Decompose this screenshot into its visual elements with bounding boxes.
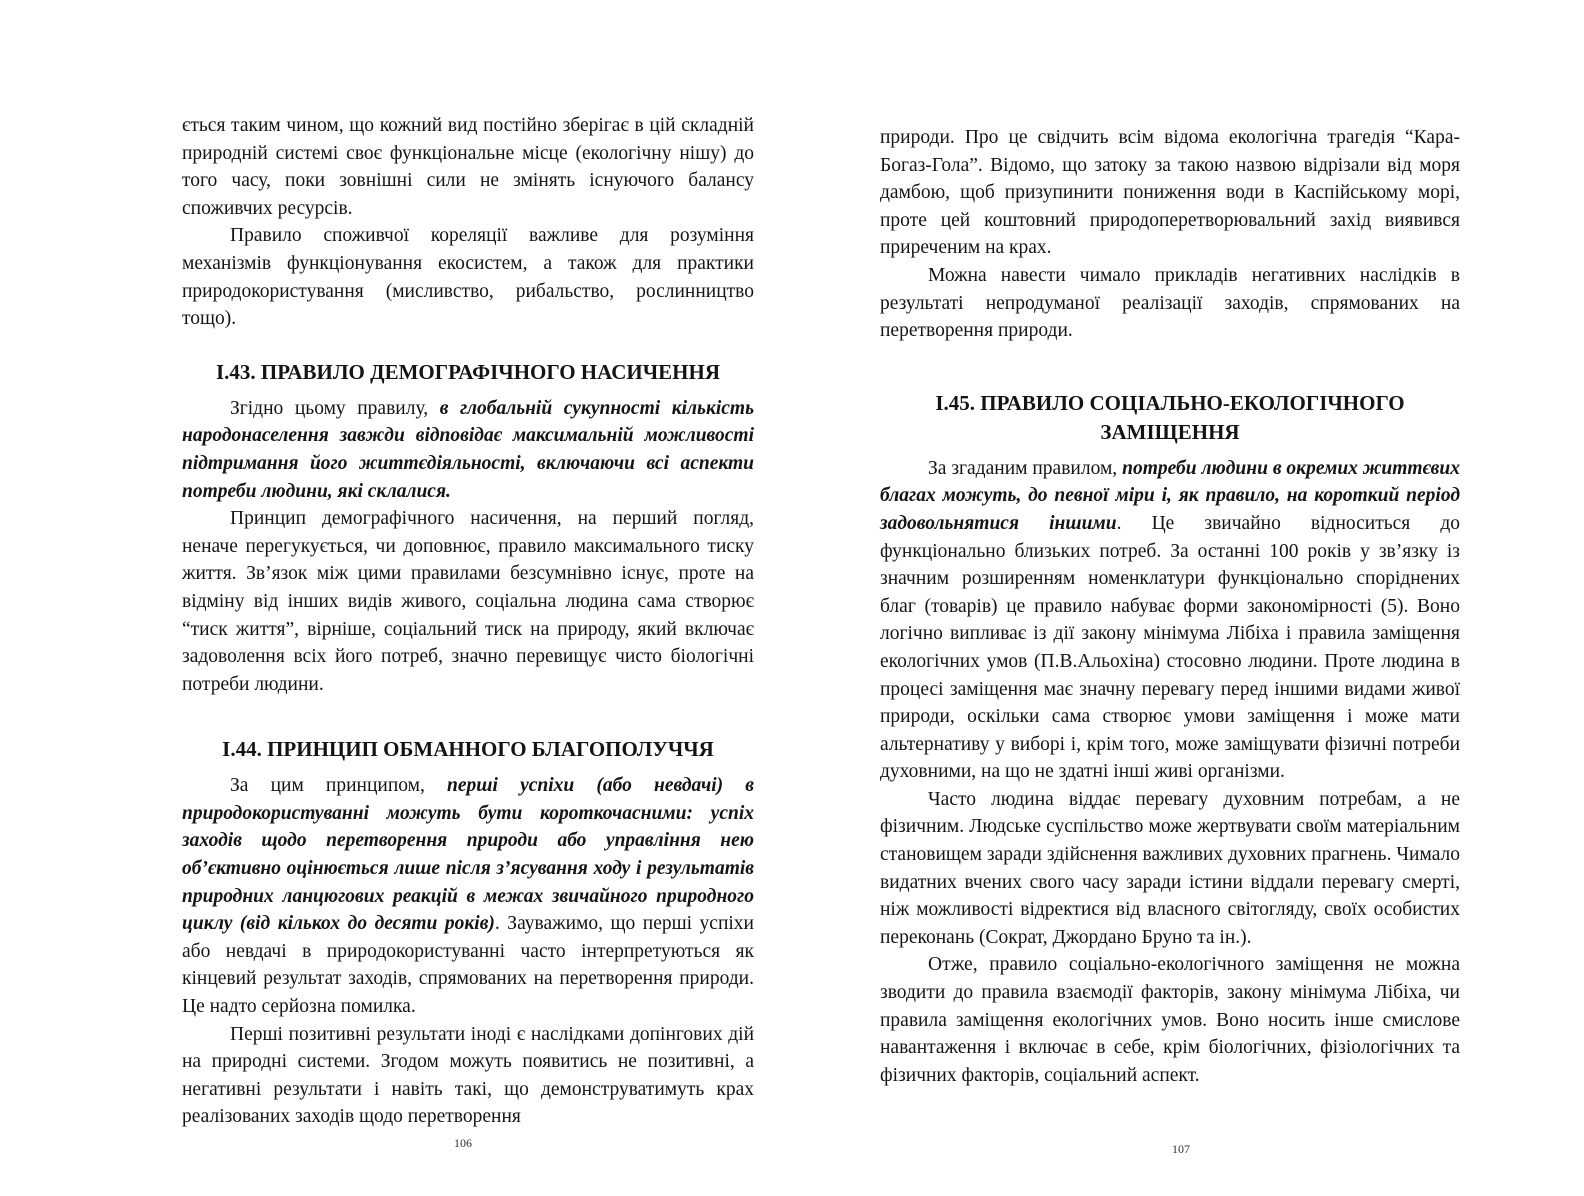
rule-statement: потреби людини в окремих життєвих благах можуть, до певної міри і, як правило, на короткий період задовольнятися іншими bbox=[880, 457, 1460, 534]
right-page bbox=[792, 0, 1584, 1196]
paragraph: Часто людина віддає перевагу духовним потребам, а не фізичним. Людське суспільство може жертвувати своїм матеріальним становищем заради здійснення важливих духовних прагнень. Чимало видатних вчених свого часу заради істини віддали перевагу смерті, ніж можливості відректися від власного світогляду, своїх особистих переконань (Сократ, Джордано Бруно та ін.). bbox=[880, 788, 1460, 948]
paragraph: Правило споживчої кореляції важливе для розуміння механізмів функціонування екосистем, а також для практики природокористування (мисливство, рибальство, рослинництво тощо). bbox=[182, 225, 754, 330]
right-text-column bbox=[880, 124, 1460, 1089]
paragraph: Принцип демографічного насичення, на перший погляд, неначе перегукується, чи доповнює, правило максимального тиску життя. Зв’язок між цими правилами безсумнівно існує, проте на відміну від інших видів живого, соціальна людина сама створює “тиск життя”, вірніше, соціальний тиск на природу, який включає задоволення всіх його потреб, значно перевищує чисто біологічні потреби людини. bbox=[182, 508, 754, 695]
paragraph-tail: . Зауважимо, що перші успіхи або невдачі в природокористуванні часто інтерпретуються як кінцевий результат заходів, спрямованих на перетворення природи. Це надто серйозна помилка. bbox=[182, 913, 754, 1018]
paragraph-lead: За згаданим правилом, bbox=[928, 457, 1123, 479]
section-heading: І.44. ПРИНЦИП ОБМАННОГО БЛАГОПОЛУЧЧЯ bbox=[222, 737, 714, 762]
paragraph-lead: За цим принципом, bbox=[230, 775, 448, 797]
left-text-column bbox=[182, 112, 754, 1131]
rule-statement: перші успіхи (або невдачі) в природокористуванні можуть бути короткочасними: успіх заходів щодо перетворення природи або управління нею об’єктивно оцінюється лише після з’ясування ходу і результатів природних ланцюгових реакцій в межах звичайного природного циклу (від кількох до десяти років) bbox=[182, 775, 754, 935]
page-number: 106 bbox=[454, 1136, 472, 1150]
paragraph: ється таким чином, що кожний вид постійно зберігає в цій складній природній системі своє функціональне місце (екологічну нішу) до того часу, поки зовнішні сили не змінять існуючого балансу споживчих ресурсів. bbox=[182, 115, 754, 219]
section-heading-line: ЗАМІЩЕННЯ bbox=[1100, 419, 1240, 444]
paragraph: Перші позитивні результати іноді є наслідками допінгових дій на природні системи. Згодом можуть появитись не позитивні, а негативні результати і навіть такі, що демонструватимуть крах реалізованих заходів щодо перетворення bbox=[182, 1023, 754, 1128]
rule-statement: в глобальній сукупності кількість народонаселення завжди відповідає максимальній можливості підтримання його життєдіяльності, включаючи всі аспекти потреби людини, які склалися. bbox=[182, 397, 754, 502]
section-heading: І.43. ПРАВИЛО ДЕМОГРАФІЧНОГО НАСИЧЕННЯ bbox=[215, 359, 720, 384]
page-number: 107 bbox=[1172, 1142, 1190, 1156]
paragraph-lead: Згідно цьому правилу, bbox=[230, 397, 440, 419]
paragraph bbox=[182, 395, 754, 505]
paragraph bbox=[880, 455, 1460, 786]
paragraph-tail: . Це звичайно відноситься до функціонально близьких потреб. За останні 100 років у зв’язку із значним розширенням номенклатури функціонально споріднених благ (товарів) це правило набуває форми закономірності (5). Воно логічно випливає із дії закону мінімума Лібіха і правила заміщення екологічних умов (П.В.Альохіна) стосовно людини. Проте людина в процесі заміщення має значну перевагу перед іншими видами живої природи, оскільки сама створює умови заміщення і може мати альтернативу у виборі і, крім того, може заміщувати фізичні потреби духовними, на що не здатні інші живі організми. bbox=[880, 512, 1460, 783]
paragraph: природи. Про це свідчить всім відома екологічна трагедія “Кара-Богаз-Гола”. Відомо, що затоку за такою назвою відрізали від моря дамбою, щоб призупинити пониження води в Каспійському морі, проте цей коштовний природоперетворювальний захід виявився приреченим на крах. bbox=[880, 127, 1460, 259]
section-heading-line: І.45. ПРАВИЛО СОЦІАЛЬНО-ЕКОЛОГІЧНОГО bbox=[935, 390, 1405, 415]
paragraph: Можна навести чимало прикладів негативних наслідків в результаті непродуманої реалізації заходів, спрямованих на перетворення природи. bbox=[880, 264, 1460, 342]
paragraph: Отже, правило соціально-екологічного заміщення не можна зводити до правила взаємодії факторів, закону мінімума Лібіха, чи правила заміщення екологічних умов. Воно носить інше смислове навантаження і включає в себе, крім біологічних, фізіологічних та фізичних факторів, соціальний аспект. bbox=[880, 954, 1460, 1086]
paragraph bbox=[182, 772, 754, 1020]
